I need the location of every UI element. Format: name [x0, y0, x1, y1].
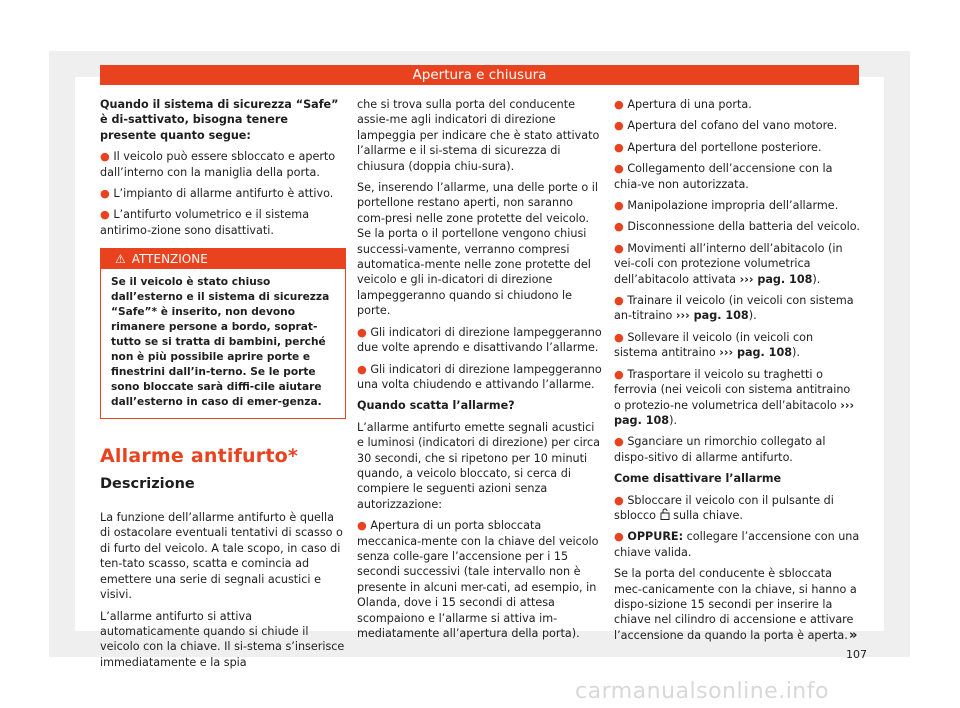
list-item: ● Apertura del portellone posteriore. — [614, 140, 822, 154]
column-middle — [357, 97, 602, 647]
paragraph: Se la porta del conducente è sbloccata mec-canicamente con la chiave, si hanno a dispo-sizione 15 secondi per inserire la chiave nel cilindro di accensione e attivare l’accensione da quando la porta è aperta. — [614, 567, 857, 642]
warning-text: Se il veicolo è stato chiuso dall’esterno e il sistema di sicurezza “Safe”* è inserito, non devono rimanere persone a bordo, soprat-tutto se si tratta di bambini, perché non è più possibile aprire porte e finestrini dall’in-terno. Se le porte sono bloccate sarà diffi-cile aiutare dall’esterno in caso di emer-genza. — [111, 276, 330, 409]
unlock-icon — [660, 509, 670, 522]
heading: Quando scatta l’allarme? — [357, 399, 515, 413]
list-item: ● Sbloccare il veicolo con il pulsante di sblocco sulla chiave. — [614, 493, 834, 522]
column-right — [614, 97, 860, 649]
paragraph: che si trova sulla porta del conducente assie-me agli indicatori di direzione lampeggia per indicare che è stato attivato l’allarme e il si-stema di sicurezza di chiusura (doppia chiu-sura). — [357, 98, 600, 173]
list-item: ● Apertura di una porta. — [614, 98, 752, 111]
intro-text: Quando il sistema di sicurezza “Safe” è di-sattivato, bisogna tenere presente quanto segue: — [100, 98, 339, 142]
warning-header: ⚠ ATTENZIONE — [101, 249, 345, 269]
bullet-icon: ● — [614, 220, 628, 234]
list-item: ● Il veicolo può essere sbloccato e aperto dall’interno con la maniglia della porta. — [100, 150, 336, 179]
section-title: Allarme antifurto* — [100, 445, 298, 468]
paragraph: L’allarme antifurto emette segnali acustici e luminosi (indicatori di direzione) per circa 30 secondi, che si ripetono per 10 minuti quando, a veicolo bloccato, si cerca di compiere le seguenti azioni senza autorizzazione: — [357, 420, 601, 511]
list-item: ● L’impianto di allarme antifurto è attivo. — [100, 187, 334, 201]
paragraph: La funzione dell’allarme antifurto è quella di ostacolare eventuali tentativi di scasso o di furto del veicolo. A tale scopo, in caso di ten-tato scasso, scatta e comincia ad emettere una serie di segnali acustici e visivi. — [100, 511, 343, 602]
warning-icon: ⚠ — [115, 252, 126, 267]
list-item: ● Movimenti all’interno dell’abitacolo (in vei-coli con protezione volumetrica dell’abitacolo attivata ››› pag. 108). — [614, 241, 843, 286]
bullet-icon: ● — [100, 150, 114, 164]
subsection-title: Descrizione — [100, 475, 195, 492]
list-item: ● Gli indicatori di direzione lampeggeranno due volte aprendo e disattivando l’allarme. — [357, 325, 602, 355]
paragraph: Se, inserendo l’allarme, una delle porte o il portellone restano aperti, non saranno com-presi nelle zone protette del veicolo. Se la porta o il portellone vengono chiusi successi-vamente, verranno compresi automatica-mente nelle zone protette del veicolo e gli in-dicatori di direzione lampeggeranno quando si chiudono le porte. — [357, 181, 598, 318]
bullet-icon: ● — [614, 98, 628, 111]
bullet-icon: ● — [614, 241, 628, 255]
bullet-icon: ● — [614, 294, 628, 308]
page-reference-link[interactable]: ››› pag. 108 — [614, 398, 855, 427]
list-item: ● Sganciare un rimorchio collegato al dispo-sitivo di allarme antifurto. — [614, 435, 826, 464]
list-item: ● OPPURE: collegare l’accensione con una chiave valida. — [614, 530, 860, 559]
column-left — [100, 97, 346, 676]
list-item: ● Apertura del cofano del vano motore. — [614, 119, 838, 133]
bullet-icon: ● — [614, 493, 628, 507]
chapter-header: Apertura e chiusura — [100, 65, 859, 85]
watermark: carmanualsonline.info — [575, 679, 829, 704]
bullet-icon: ● — [614, 330, 628, 344]
bullet-icon: ● — [100, 187, 114, 201]
bullet-icon: ● — [614, 435, 628, 449]
bullet-icon: ● — [614, 530, 628, 544]
list-item: ● Manipolazione impropria dell’allarme. — [614, 199, 839, 213]
list-item: ● Gli indicatori di direzione lampeggeranno una volta chiudendo e attivando l’allarme. — [357, 362, 602, 391]
bullet-icon: ● — [614, 162, 628, 176]
bullet-icon: ● — [614, 367, 628, 381]
bullet-icon: ● — [357, 519, 371, 533]
paragraph: L’allarme antifurto si attiva automaticamente quando si chiude il veicolo con la chiave. Il si-stema s’inserisce immediatamente e la spia — [100, 609, 345, 669]
bullet-icon: ● — [614, 199, 628, 213]
bullet-icon: ● — [357, 325, 371, 339]
bullet-icon: ● — [100, 208, 114, 222]
heading: Come disattivare l’allarme — [614, 472, 782, 486]
list-item: ● Collegamento dell’accensione con la chia-ve non autorizzata. — [614, 162, 833, 191]
list-item: ● Trasportare il veicolo su traghetti o ferrovia (nei veicoli con sistema antitraino o protezio-ne volumetrica dell’abitacolo ››› pag. 108). — [614, 367, 855, 427]
bullet-icon: ● — [614, 140, 628, 154]
page-reference-link[interactable]: ››› pag. 108 — [675, 309, 749, 323]
list-item: ● Trainare il veicolo (in veicoli con sistema an-titraino ››› pag. 108). — [614, 294, 854, 323]
page-number: 107 — [846, 648, 867, 661]
list-item: ● Disconnessione della batteria del veicolo. — [614, 220, 860, 234]
bullet-icon: ● — [357, 362, 371, 376]
warning-box — [100, 248, 346, 419]
list-item: ● Sollevare il veicolo (in veicoli con sistema antitraino ››› pag. 108). — [614, 330, 814, 360]
list-item: ● Apertura di un porta sbloccata meccanica-mente con la chiave del veicolo senza colle-gare l’accensione per i 15 secondi successivi (tale intervallo non è presente in alcuni mer-cati, ad esempio, in Olanda, dove i 15 secondi di attesa scompaiono e l’allarme si attiva im-mediatamente all’apertura della porta). — [357, 519, 599, 640]
bullet-icon: ● — [614, 119, 628, 133]
list-item: ● L’antifurto volumetrico e il sistema antirimo-zione sono disattivati. — [100, 208, 310, 237]
page-reference-link[interactable]: ››› pag. 108 — [719, 346, 793, 360]
continue-arrow-icon: » — [849, 628, 858, 643]
page-reference-link[interactable]: ››› pag. 108 — [739, 272, 813, 286]
